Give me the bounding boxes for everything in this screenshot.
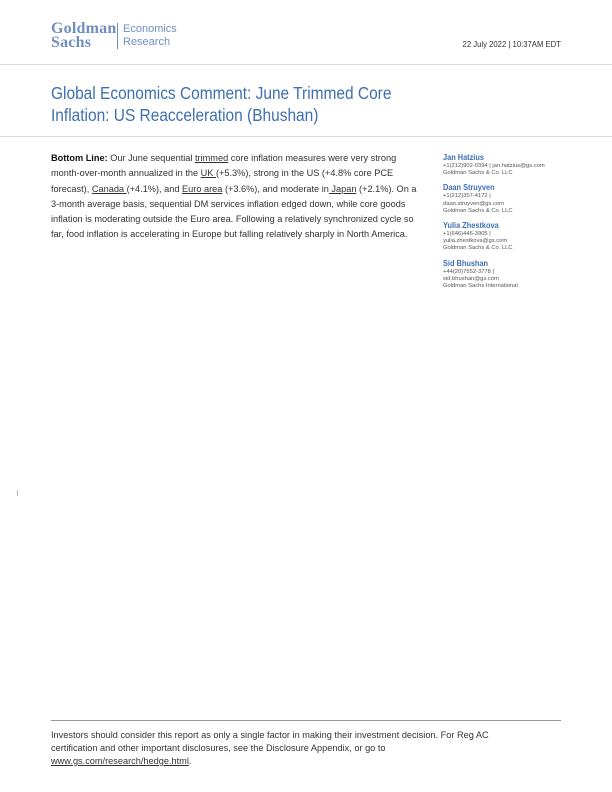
author-name[interactable]: Jan Hatzius xyxy=(443,153,484,162)
report-date: 22 July 2022 | 10:37AM EDT xyxy=(462,39,561,49)
disclaimer xyxy=(51,729,521,768)
logo-line-goldman: Goldman xyxy=(51,20,117,37)
body-text-3: (+5.3%), strong in the US (+4.8% core PCE forecast), xyxy=(51,168,394,194)
economics-research-label xyxy=(123,23,177,48)
author-list xyxy=(443,153,573,296)
report-title: Global Economics Comment: June Trimmed Core Inflation: US Reacceleration (Bhushan) xyxy=(51,83,392,125)
author-firm: Goldman Sachs & Co. LLC xyxy=(443,170,513,177)
euro-area-link[interactable]: Euro area xyxy=(182,183,223,194)
header-divider xyxy=(0,64,612,65)
author-phone: +1(212)357-4172 | xyxy=(443,193,491,200)
bottom-line-paragraph xyxy=(51,151,423,243)
author-name[interactable]: Sid Bhushan xyxy=(443,258,489,268)
disclaimer-tail: . xyxy=(188,756,192,766)
uk-link[interactable]: UK xyxy=(200,168,216,179)
author-email[interactable]: yulia.zhestkova@gs.com xyxy=(443,238,508,245)
author-daan-struyven xyxy=(443,183,573,215)
author-name[interactable]: Daan Struyven xyxy=(443,183,495,193)
author-jan-hatzius xyxy=(443,153,573,177)
author-contact: +1(212)902-0394 | jan.hatzius@gs.com xyxy=(443,163,545,169)
goldman-sachs-logo xyxy=(51,20,177,51)
body-text-1: Our June sequential xyxy=(107,153,195,163)
logo-wordmark xyxy=(51,22,116,50)
unit-line-research: Research xyxy=(123,35,171,48)
author-email[interactable]: daan.struyven@gs.com xyxy=(443,200,504,207)
body-text-2: core inflation measures were very strong month-over-month annualized in the xyxy=(51,153,397,179)
unit-line-economics: Economics xyxy=(123,23,177,35)
author-firm: Goldman Sachs & Co. LLC xyxy=(443,207,513,214)
logo-line-sachs: Sachs xyxy=(51,34,92,51)
disclaimer-text: Investors should consider this report as only a single factor in making their investment decision. For Reg AC certification and other important disclosures, see the Disclosure Appendix, or go to xyxy=(51,730,489,753)
margin-mark xyxy=(17,490,18,496)
logo-divider xyxy=(117,23,118,49)
author-phone: +1(646)446-3905 | xyxy=(443,231,491,238)
japan-link[interactable]: Japan xyxy=(328,183,357,194)
canada-link[interactable]: Canada xyxy=(91,183,127,194)
author-yulia-zhestkova xyxy=(443,221,573,253)
disclosure-link[interactable]: www.gs.com/research/hedge.html xyxy=(51,756,189,766)
body-text-4: (+4.1%), and xyxy=(126,183,183,194)
author-name[interactable]: Yulia Zhestkova xyxy=(443,221,499,231)
title-divider xyxy=(0,136,612,137)
body-text-5: (+3.6%), and moderate in xyxy=(222,183,329,194)
bottom-line-label: Bottom Line: xyxy=(51,153,108,163)
trimmed-link[interactable]: trimmed xyxy=(195,153,229,163)
footer-divider xyxy=(51,720,561,721)
body-text-6: (+2.1%). On a 3-month average basis, sequential DM services inflation edged down, while core goods inflation is moderating outside the Euro area. Following a relatively synchronized cycle so far, food inflation is accelerating in Europe but falling relatively sharply in North America. xyxy=(51,183,417,240)
author-firm: Goldman Sachs International xyxy=(443,283,518,290)
author-email[interactable]: sid.bhushan@gs.com xyxy=(443,275,499,282)
author-firm: Goldman Sachs & Co. LLC xyxy=(443,245,513,252)
author-phone: +44(20)7552-3778 | xyxy=(443,268,494,275)
author-sid-bhushan xyxy=(443,259,573,291)
